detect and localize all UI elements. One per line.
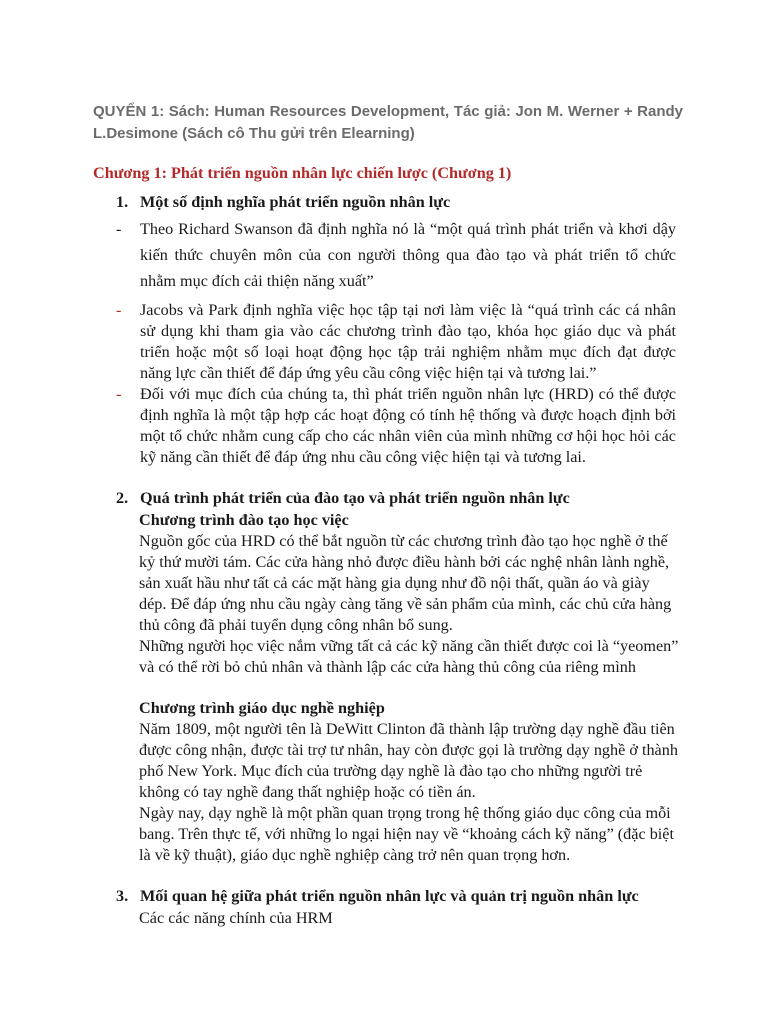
paragraph-apprenticeship-origin [139, 531, 679, 636]
subsection-title-apprenticeship: Chương trình đào tạo học việc [139, 511, 349, 529]
section-title: Một số định nghĩa phát triển nguồn nhân lực [140, 193, 451, 211]
bullet-text: Đối với mục đích của chúng ta, thì phát triển nguồn nhân lực (HRD) có thể được định nghĩa là một tập hợp các hoạt động có tính hệ thống và được hoạch định bởi một tổ chức nhằm cung cấp cho các nhân viên của mình những cơ hội học hỏi các kỹ năng cần thiết để đáp ứng nhu cầu công việc hiện tại và tương lai. [140, 385, 676, 466]
paragraph-text: Nguồn gốc của HRD có thể bắt nguồn từ các chương trình đào tạo học nghề ở thế kỷ thứ mười tám. Các cửa hàng nhỏ được điều hành bởi các nghệ nhân lành nghề, sản xuất hầu như tất cả các mặt hàng gia dụng như đồ nội thất, quần áo và giày dép. Để đáp ứng nhu cầu ngày càng tăng về sản phẩm của mình, các chủ cửa hàng thủ công đã phải tuyển dụng công nhân bổ sung. [139, 532, 672, 634]
bullet-text: Theo Richard Swanson đã định nghĩa nó là “một quá trình phát triển và khơi dậy kiến thức chuyên môn của con người thông qua đào tạo và phát triển tổ chức nhằm mục đích cải thiện năng xuất” [140, 220, 676, 290]
bullet-definition-hrd [116, 384, 676, 468]
paragraph-hrm-functions [139, 908, 679, 929]
section-heading-1 [116, 193, 450, 212]
paragraph-text: Năm 1809, một người tên là DeWitt Clinton đã thành lập trường dạy nghề đầu tiên được công nhận, được tài trợ tư nhân, hay còn được gọi là trường dạy nghề ở thành phố New York. Mục đích của trường dạy nghề là đào tạo cho những người trẻ không có tay nghề đang thất nghiệp hoặc có tiền án. [139, 720, 678, 801]
section-title: Mối quan hệ giữa phát triển nguồn nhân lực và quản trị nguồn nhân lực [140, 887, 639, 905]
book-header: QUYỂN 1: Sách: Human Resources Development, Tác giả: Jon M. Werner + Randy L.Desimone (Sách cô Thu gửi trên Elearning) [93, 103, 683, 142]
bullet-text: Jacobs và Park định nghĩa việc học tập tại nơi làm việc là “quá trình các cá nhân sử dụng khi tham gia vào các chương trình đào tạo, khóa học giáo dục và phát triển hoặc một số loại hoạt động học tập trải nghiệm nhằm mục đích đạt được năng lực cần thiết để đáp ứng yêu cầu công việc hiện tại và tương lai.” [140, 301, 676, 382]
paragraph-text: Ngày nay, dạy nghề là một phần quan trọng trong hệ thống giáo dục công của mỗi bang. Trên thực tế, với những lo ngại hiện nay về “khoảng cách kỹ năng” (đặc biệt là về kỹ thuật), giáo dục nghề nghiệp càng trở nên quan trọng hơn. [139, 804, 674, 864]
section-title: Quá trình phát triển của đào tạo và phát triển nguồn nhân lực [140, 489, 570, 507]
paragraph-text: Các các năng chính của HRM [139, 909, 333, 927]
bullet-dash: - [116, 220, 122, 238]
bullet-definition-jacobs-park [116, 300, 676, 384]
paragraph-vocational-history [139, 719, 679, 803]
section-number: 2. [116, 489, 129, 507]
chapter-title: Chương 1: Phát triển nguồn nhân lực chiến lược (Chương 1) [93, 164, 512, 182]
bullet-dash: - [116, 385, 122, 403]
section-heading-3 [116, 887, 639, 906]
bullet-definition-swanson [116, 216, 676, 294]
paragraph-text: Những người học việc nắm vững tất cả các kỹ năng cần thiết được coi là “yeomen” và có thể rời bỏ chủ nhân và thành lập các cửa hàng thủ công của riêng mình [139, 637, 679, 676]
subsection-title-vocational: Chương trình giáo dục nghề nghiệp [139, 699, 385, 717]
bullet-dash: - [116, 301, 122, 319]
paragraph-apprenticeship-yeomen [139, 636, 679, 678]
section-number: 1. [116, 193, 129, 211]
section-heading-2 [116, 489, 570, 508]
paragraph-vocational-today [139, 803, 679, 866]
section-number: 3. [116, 887, 129, 905]
